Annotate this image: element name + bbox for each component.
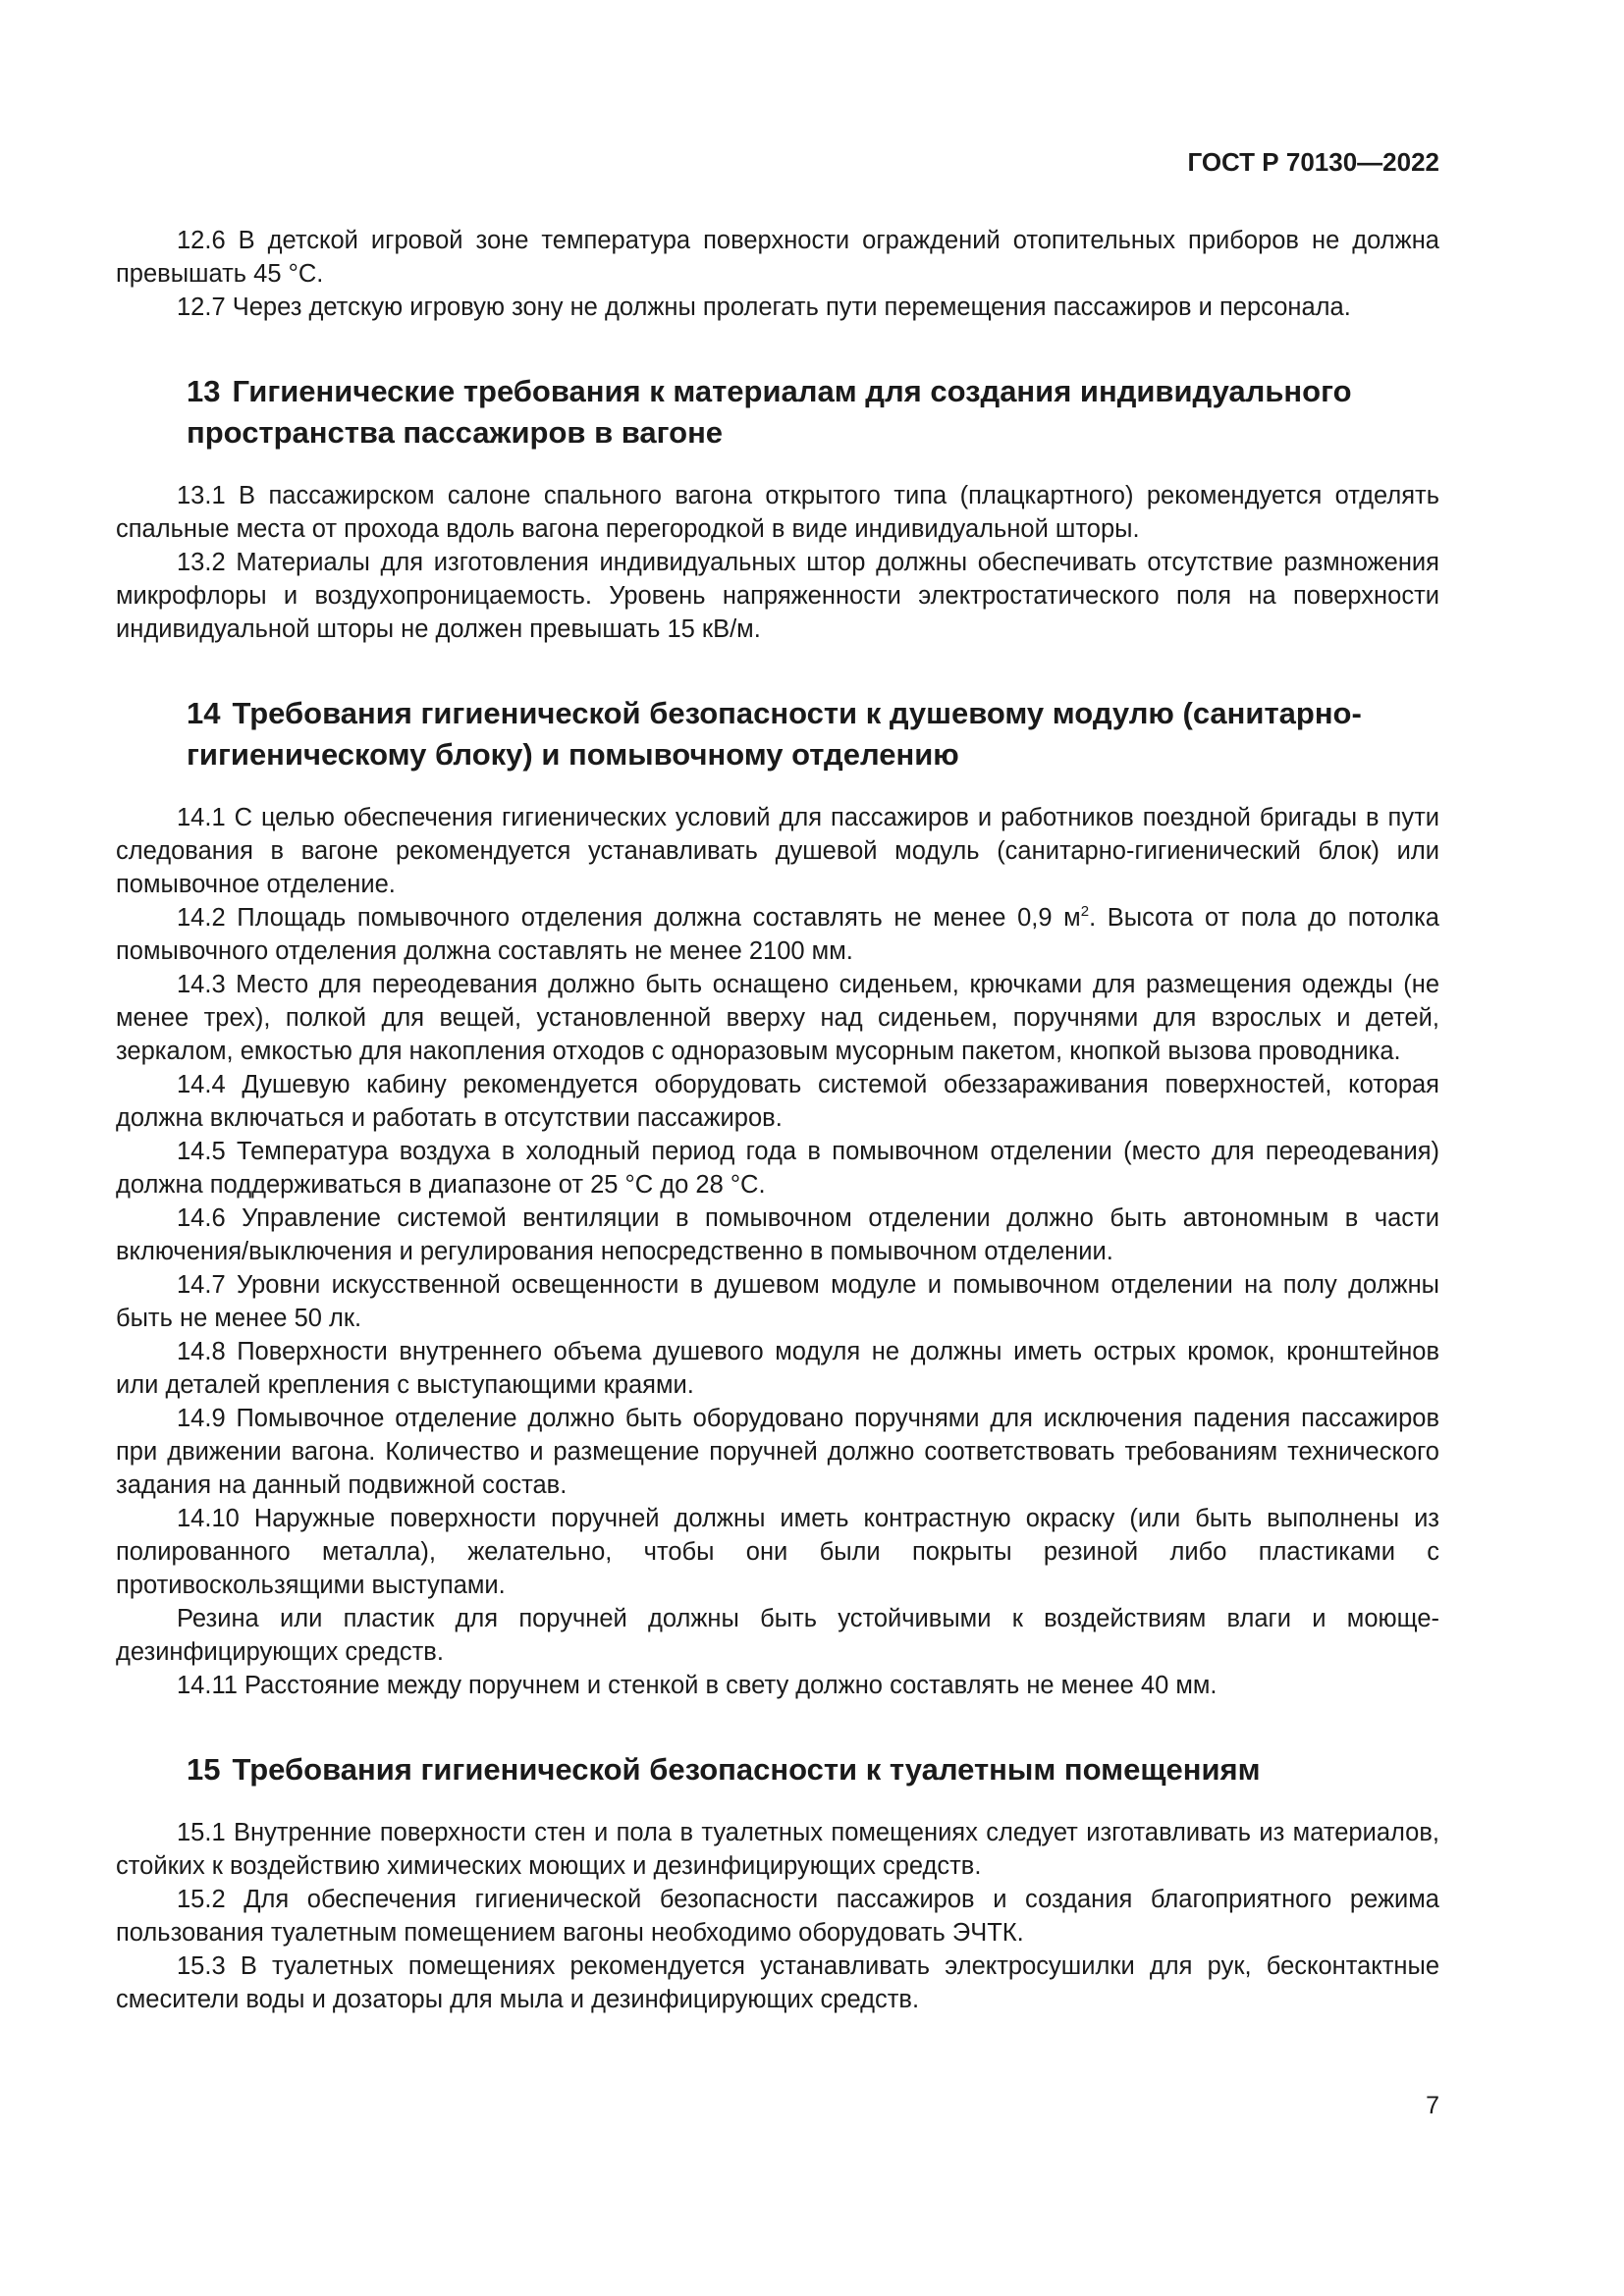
paragraph-13-2: 13.2 Материалы для изготовления индивидуальных штор должны обеспечивать отсутствие размножения микрофлоры и воздухопроницаемость. Уровень напряженности электростатического поля на поверхности индивидуальной шторы не должен превышать 15 кВ/м. [116, 549, 1439, 643]
paragraph-14-2-text-b: . Высота от пола до потолка помывочного отделения должна составлять не менее 2100 мм. [116, 904, 1439, 965]
paragraph-14-6: 14.6 Управление системой вентиляции в помывочном отделении должно быть автономным в части включения/выключения и регулирования непосредственно в помывочном отделении. [116, 1204, 1439, 1265]
paragraph-12-7: 12.7 Через детскую игровую зону не должны пролегать пути перемещения пассажиров и персонала. [177, 294, 1351, 321]
paragraph-14-8: 14.8 Поверхности внутреннего объема душевого модуля не должны иметь острых кромок, кронштейнов или деталей крепления с выступающими краями. [116, 1338, 1439, 1399]
paragraph-14-7: 14.7 Уровни искусственной освещенности в душевом модуле и помывочном отделении на полу должны быть не менее 50 лк. [116, 1271, 1439, 1332]
section-13-heading [116, 371, 1439, 454]
document-code: ГОСТ Р 70130—2022 [1187, 147, 1439, 177]
paragraph-12-6: 12.6 В детской игровой зоне температура поверхности ограждений отопительных приборов не должна превышать 45 °С. [116, 227, 1439, 288]
section-13-title: Гигиенические требования к материалам для создания индивидуального пространства пассажиров в вагоне [187, 374, 1352, 450]
paragraph-15-3: 15.3 В туалетных помещениях рекомендуется устанавливать электросушилки для рук, бесконтактные смесители воды и дозаторы для мыла и дезинфицирующих средств. [116, 1952, 1439, 2013]
paragraph-14-10-note: Резина или пластик для поручней должны быть устойчивыми к воздействиям влаги и моюще-дезинфицирующих средств. [116, 1605, 1439, 1666]
document-body [116, 224, 1439, 2016]
section-15-heading [116, 1749, 1439, 1790]
paragraph-14-2 [116, 901, 1439, 968]
paragraph-14-10: 14.10 Наружные поверхности поручней должны иметь контрастную окраску (или быть выполнены из полированного металла), желательно, чтобы они были покрыты резиной либо пластиками с противоскользящими выступами. [116, 1505, 1439, 1599]
section-15-title: Требования гигиенической безопасности к туалетным помещениям [232, 1752, 1261, 1787]
paragraph-14-5: 14.5 Температура воздуха в холодный период года в помывочном отделении (место для переодевания) должна поддерживаться в диапазоне от 25 °С до 28 °С. [116, 1138, 1439, 1199]
paragraph-13-1: 13.1 В пассажирском салоне спального вагона открытого типа (плацкартного) рекомендуется отделять спальные места от прохода вдоль вагона перегородкой в виде индивидуальной шторы. [116, 482, 1439, 543]
paragraph-14-4: 14.4 Душевую кабину рекомендуется оборудовать системой обеззараживания поверхностей, которая должна включаться и работать в отсутствии пассажиров. [116, 1071, 1439, 1132]
paragraph-14-9: 14.9 Помывочное отделение должно быть оборудовано поручнями для исключения падения пассажиров при движении вагона. Количество и размещение поручней должно соответствовать требованиям технического задания на данный подвижной состав. [116, 1405, 1439, 1499]
page-number: 7 [1426, 2092, 1439, 2119]
section-14-title: Требования гигиенической безопасности к душевому модулю (санитарно-гигиеническому блоку) и помывочному отделению [187, 696, 1362, 772]
paragraph-15-2: 15.2 Для обеспечения гигиенической безопасности пассажиров и создания благоприятного режима пользования туалетным помещением вагоны необходимо оборудовать ЭЧТК. [116, 1886, 1439, 1947]
section-15-number: 15 [187, 1752, 221, 1787]
section-14-number: 14 [187, 696, 221, 730]
section-14-heading [116, 693, 1439, 775]
superscript-squared: 2 [1080, 903, 1090, 920]
section-13-number: 13 [187, 374, 221, 408]
paragraph-14-3: 14.3 Место для переодевания должно быть оснащено сиденьем, крючками для размещения одежды (не менее трех), полкой для вещей, установленной вверху над сиденьем, поручнями для взрослых и детей, зеркалом, емкостью для накопления отходов с одноразовым мусорным пакетом, кнопкой вызова проводника. [116, 971, 1439, 1065]
paragraph-15-1: 15.1 Внутренние поверхности стен и пола в туалетных помещениях следует изготавливать из материалов, стойких к воздействию химических моющих и дезинфицирующих средств. [116, 1819, 1439, 1880]
paragraph-14-1: 14.1 С целью обеспечения гигиенических условий для пассажиров и работников поездной бригады в пути следования в вагоне рекомендуется устанавливать душевой модуль (санитарно-гигиенический блок) или помывочное отделение. [116, 804, 1439, 898]
paragraph-14-2-text-a: 14.2 Площадь помывочного отделения должна составлять не менее 0,9 м [177, 904, 1081, 932]
paragraph-14-11: 14.11 Расстояние между поручнем и стенкой в свету должно составлять не менее 40 мм. [177, 1672, 1218, 1699]
